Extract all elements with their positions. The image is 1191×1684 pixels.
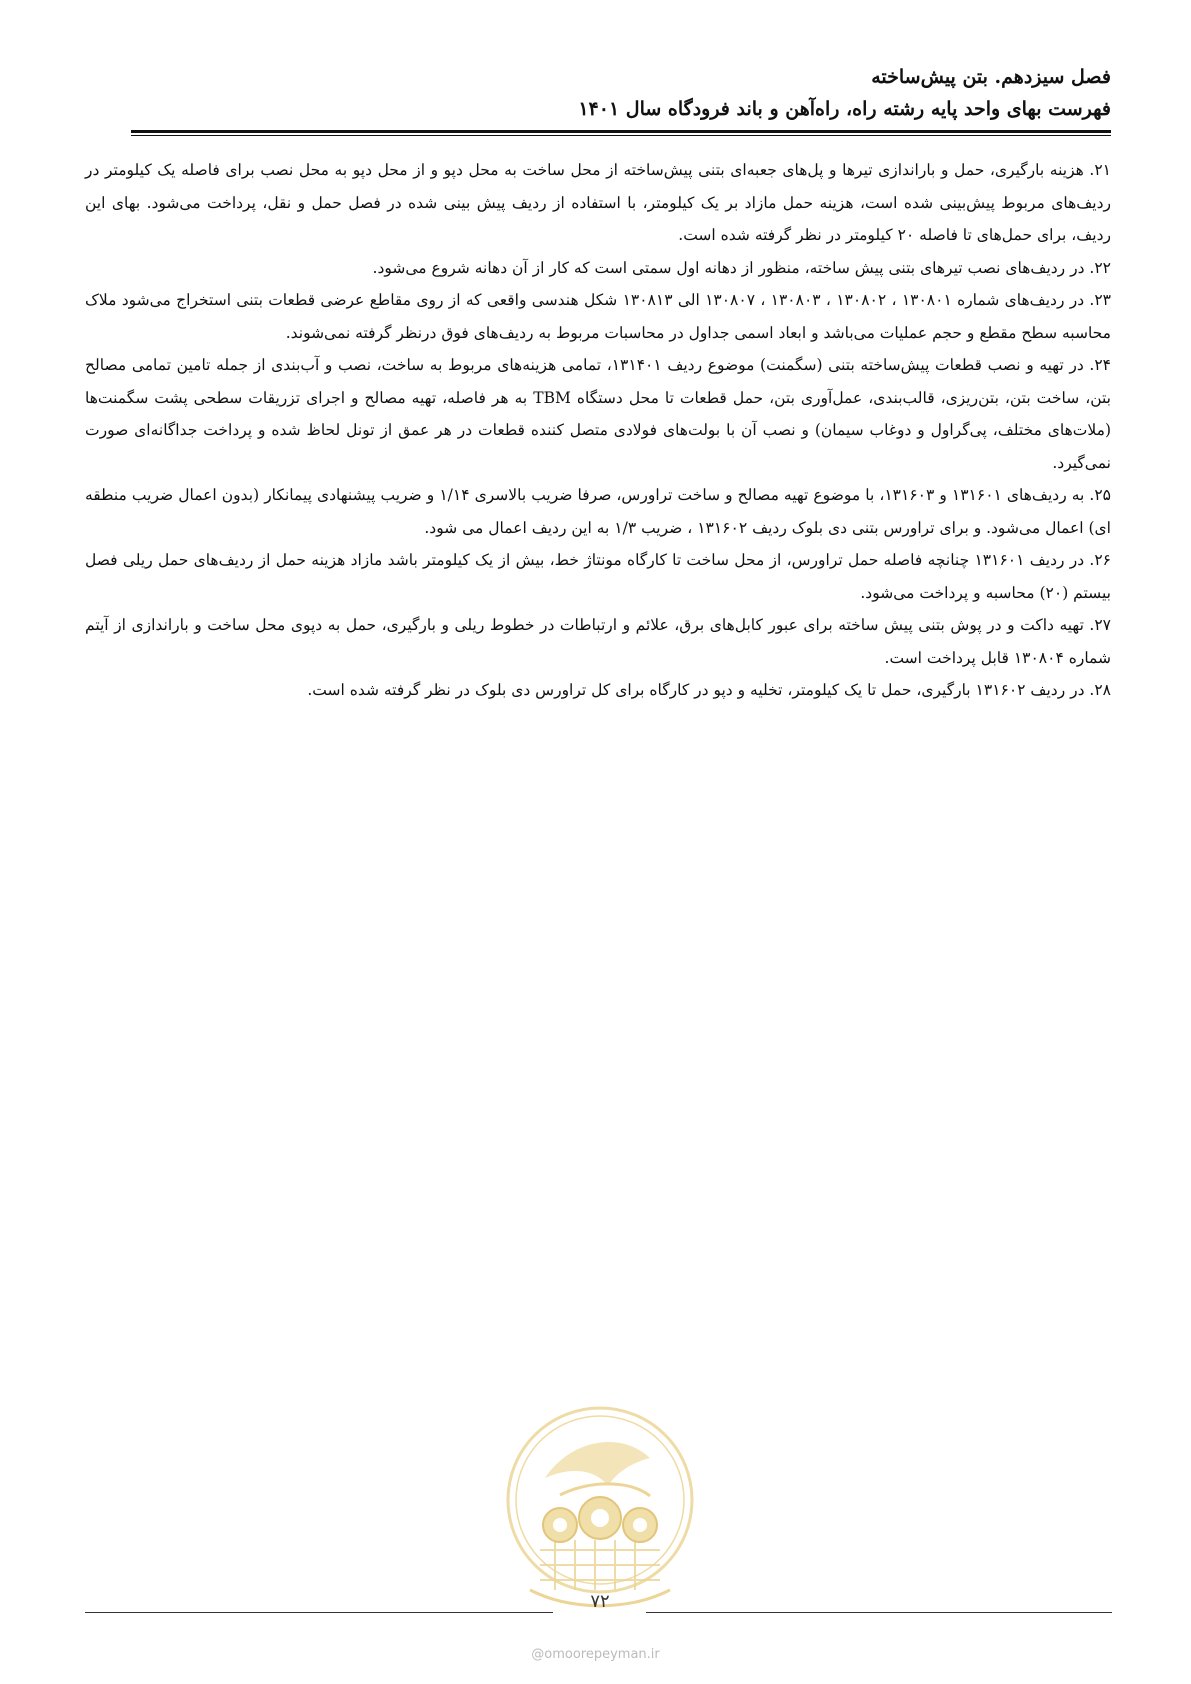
paragraph-21: ۲۱. هزینه بارگیری، حمل و باراندازی تیرها و پل‌های جعبه‌ای بتنی پیش‌ساخته از محل ساخت به محل دپو و از محل دپو به محل نصب برای فاصله یک کیلومتر در ردیف‌های مربوط پیش‌بینی شده است، هزینه حمل مازاد بر یک کیلومتر، با استفاده از ردیف پیش بینی شده در فصل حمل و نقل، پرداخت می‌شود. بهای این ردیف، برای حمل‌های تا فاصله ۲۰ کیلومتر در نظر گرفته شده است. xyxy=(85,161,1111,244)
footer-rule-right xyxy=(646,1612,1112,1613)
watermark-seal-logo xyxy=(500,1400,700,1620)
paragraph-26: ۲۶. در ردیف ۱۳۱۶۰۱ چنانچه فاصله حمل تراورس، از محل ساخت تا کارگاه مونتاژ خط، بیش از یک کیلومتر باشد مازاد هزینه حمل از ردیف‌های حمل ریلی فصل بیستم (۲۰) محاسبه و پرداخت می‌شود. xyxy=(85,551,1112,602)
watermark-url: @omoorepeyman.ir xyxy=(531,1647,660,1662)
footer-rule-left xyxy=(85,1612,553,1613)
chapter-title: فصل سیزدهم. بتن پیش‌ساخته xyxy=(871,66,1111,88)
paragraph-24: ۲۴. در تهیه و نصب قطعات پیش‌ساخته بتنی (سگمنت) موضوع ردیف ۱۳۱۴۰۱، تمامی هزینه‌های مربوط به ساخت، نصب و آب‌بندی از جمله تامین تمامی مصالح بتن، ساخت بتن، بتن‌ریزی، قالب‌بندی، عمل‌آوری بتن، حمل قطعات تا محل دستگاه TBM به هر فاصله، تهیه مصالح و اجرای تزریقات سطحی پشت سگمنت‌ها (ملات‌های مختلف، پی‌گراول و دوغاب سیمان) و نصب آن با بولت‌های فولادی متصل کننده قطعات در هر عمق از تونل لحاظ شده و پرداخت جداگانه‌ای صورت نمی‌گیرد. xyxy=(85,356,1111,472)
body-text xyxy=(85,154,1111,707)
paragraph-27: ۲۷. تهیه داکت و در پوش بتنی پیش ساخته برای عبور کابل‌های برق، علائم و ارتباطات در خطوط ریلی و بارگیری، حمل به دپوی محل ساخت و باراندازی از آیتم شماره ۱۳۰۸۰۴ قابل پرداخت است. xyxy=(85,616,1111,667)
paragraph-28: ۲۸. در ردیف ۱۳۱۶۰۲ بارگیری، حمل تا یک کیلومتر، تخلیه و دپو در کارگاه برای کل تراورس دی بلوک در نظر گرفته شده است. xyxy=(307,681,1111,699)
header-rule-thick xyxy=(131,130,1111,133)
paragraph-23: ۲۳. در ردیف‌های شماره ۱۳۰۸۰۱ ، ۱۳۰۸۰۲ ، ۱۳۰۸۰۳ ، ۱۳۰۸۰۷ الی ۱۳۰۸۱۳ شکل هندسی واقعی که از روی مقاطع عرضی قطعات بتنی استخراج می‌شود ملاک محاسبه سطح مقطع و حجم عملیات می‌باشد و ابعاد اسمی جداول در محاسبات مربوط به ردیف‌های فوق درنظر گرفته نمی‌شوند. xyxy=(85,291,1112,342)
paragraph-25: ۲۵. به ردیف‌های ۱۳۱۶۰۱ و ۱۳۱۶۰۳، با موضوع تهیه مصالح و ساخت تراورس، صرفا ضریب بالاسری ۱/۱۴ و ضریب پیشنهادی پیمانکار (بدون اعمال ضریب منطقه ای) اعمال می‌شود. و برای تراورس بتنی دی بلوک ردیف ۱۳۱۶۰۲ ، ضریب ۱/۳ به این ردیف اعمال می شود. xyxy=(85,486,1112,537)
header-rule-thin xyxy=(131,135,1111,136)
page-number: ۷۲ xyxy=(590,1591,610,1612)
paragraph-22: ۲۲. در ردیف‌های نصب تیرهای بتنی پیش ساخته، منظور از دهانه اول سمتی است که کار از آن دهانه شروع می‌شود. xyxy=(372,258,1111,277)
page-header xyxy=(131,60,1111,124)
document-subtitle: فهرست بهای واحد پایه رشته راه، راه‌آهن و باند فرودگاه سال ۱۴۰۱ xyxy=(578,98,1111,120)
